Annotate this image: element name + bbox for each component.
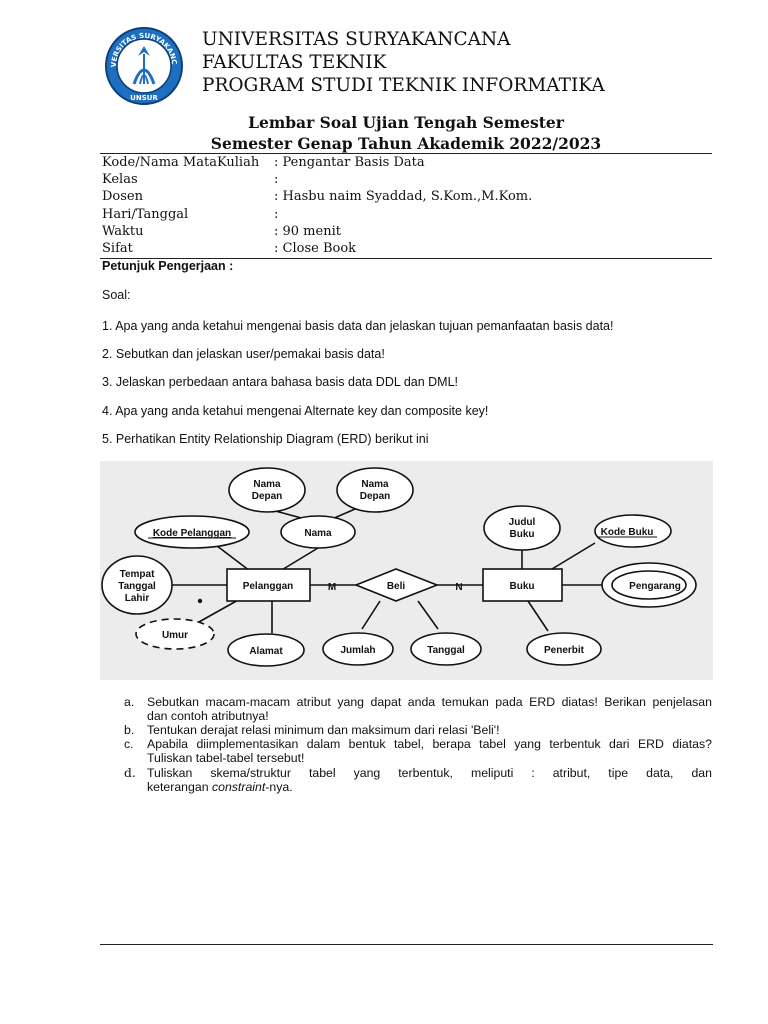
info-row-course: Kode/Nama MataKuliah : Pengantar Basis Data [102,155,425,170]
question-4: 4. Apa yang anda ketahui mengenai Alternate key dan composite key! [102,404,489,418]
info-row-duration: Waktu : 90 menit [102,223,341,239]
erd-cardinality-m: M [327,582,337,593]
erd-attr-lahir: Lahir [124,593,150,604]
erd-attr-tanggal-lahir-1: Tanggal [118,581,156,592]
logo-bottom-text: UNSUR [130,94,158,102]
sub-question-c: c. Apabila diimplementasikan dalam bentuk tabel, berapa tabel yang terbentuk dari ERD diatas? Tuliskan tabel-tabel tersebut! [124,737,712,765]
erd-attr-alamat: Alamat [249,646,283,657]
erd-attr-penerbit: Penerbit [543,645,585,656]
erd-attr-nama-depan-1-line2: Depan [251,491,283,502]
question-1: 1. Apa yang anda ketahui mengenai basis data dan jelaskan tujuan pemanfaatan basis data! [102,319,614,333]
erd-diagram [100,461,713,680]
erd-attr-nama-depan-2-line2: Depan [359,491,391,502]
erd-attr-nama-depan-2-line1: Nama [361,479,389,490]
faculty-name: FAKULTAS TEKNIK [202,52,387,73]
university-seal-icon [104,26,184,106]
course-info [102,154,532,257]
university-name: UNIVERSITAS SURYAKANCANA [202,29,511,50]
sub-question-b: b. Tentukan derajat relasi minimum dan maksimum dari relasi 'Beli'! [124,723,500,737]
sub-question-d: d. Tuliskan skema/struktur tabel yang terbentuk, meliputi : atribut, tipe data, dan keterangan constraint-nya. [124,766,712,794]
erd-attr-jumlah: Jumlah [340,645,376,656]
erd-attr-judul-buku-line1: Judul [508,517,536,528]
exam-title-line1: Lembar Soal Ujian Tengah Semester [248,113,564,132]
erd-attr-pengarang: Pengarang [629,581,681,592]
info-row-date: Hari/Tanggal : [102,206,279,222]
erd-attr-judul-buku-line2: Buku [509,529,535,540]
exam-title [100,112,712,154]
questions-heading: Soal: [102,288,131,302]
question-3: 3. Jelaskan perbedaan antara bahasa basis data DDL dan DML! [102,375,459,389]
university-logo [104,26,184,106]
erd-attr-nama-depan-1-line1: Nama [253,479,281,490]
erd-relation-beli: Beli [386,581,406,592]
program-name: PROGRAM STUDI TEKNIK INFORMATIKA [202,75,605,96]
erd-entity-pelanggan: Pelanggan [242,581,294,592]
erd-attr-kode-pelanggan: Kode Pelanggan [152,528,232,539]
footer-divider [100,944,713,945]
erd-cardinality-n: N [455,582,463,593]
erd-attr-tempat: Tempat [119,569,155,580]
institution-header [202,28,605,97]
info-row-class: Kelas : [102,172,279,188]
sub-question-a: a. Sebutkan macam-macam atribut yang dapat anda temukan pada ERD diatas! Berikan penjelasan dan contoh atributnya! [124,695,712,723]
question-5: 5. Perhatikan Entity Relationship Diagram (ERD) berikut ini [102,432,429,446]
erd-attr-kode-buku: Kode Buku [600,527,654,538]
info-row-lecturer: Dosen : Hasbu naim Syaddad, S.Kom.,M.Kom. [102,189,533,205]
erd-attr-tanggal: Tanggal [427,645,465,656]
logo-arc-text: VERSITAS SURYAKANC [109,31,179,68]
instructions-heading: Petunjuk Pengerjaan : [102,259,234,273]
erd-canvas [100,461,713,680]
info-row-nature: Sifat : Close Book [102,241,357,257]
question-2: 2. Sebutkan dan jelaskan user/pemakai basis data! [102,347,385,361]
exam-title-line2: Semester Genap Tahun Akademik 2022/2023 [210,134,602,153]
erd-attr-umur: Umur [161,630,189,641]
erd-entity-buku: Buku [509,581,535,592]
erd-attr-nama: Nama [304,528,332,539]
